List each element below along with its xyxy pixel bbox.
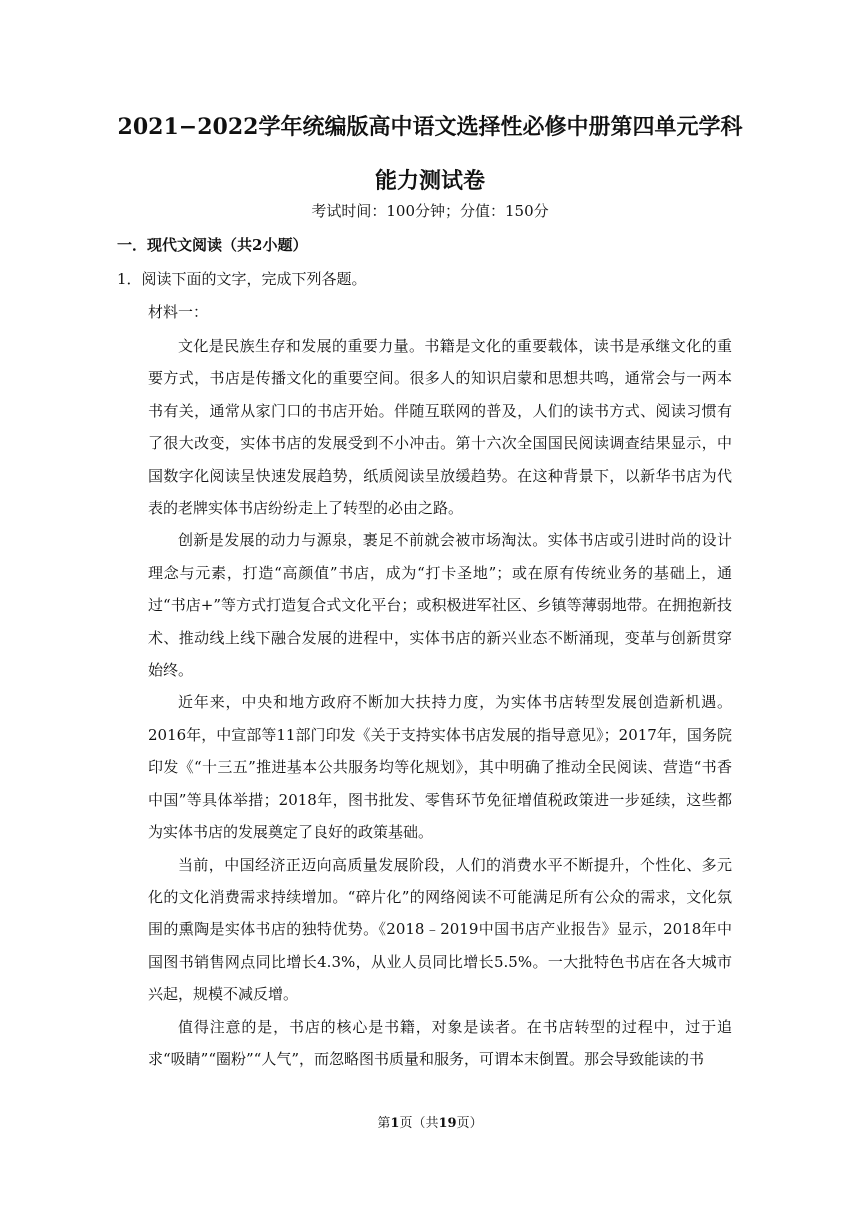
paragraph: 文化是民族生存和发展的重要力量。书籍是文化的重要载体，读书是承继文化的重要方式，书店是传播文化的重要空间。很多人的知识启蒙和思想共鸣，通常会与一两本书有关，通常从家门口的书店开始。伴随互联网的普及，人们的读书方式、阅读习惯有了很大改变，实体书店的发展受到不小冲击。第十六次全国国民阅读调查结果显示，中国数字化阅读呈快速发展趋势，纸质阅读呈放缓趋势。在这种背景下，以新华书店为代表的老牌实体书店纷纷走上了转型的必由之路。 <box>148 337 732 518</box>
paragraph: 创新是发展的动力与源泉，裹足不前就会被市场淘汰。实体书店或引进时尚的设计理念与元素，打造“高颜值”书店，成为“打卡圣地”；或在原有传统业务的基础上，通过“书店+”等方式打造复合式文化平台；或积极进军社区、乡镇等薄弱地带。在拥抱新技术、推动线上线下融合发展的进程中，实体书店的新兴业态不断涌现，变革与创新贯穿始终。 <box>148 531 732 680</box>
question-1: 1．阅读下面的文字，完成下列各题。 <box>117 270 367 288</box>
exam-info: 考试时间：100分钟；分值：150分 <box>311 202 549 220</box>
title-line-2: 能力测试卷 <box>374 168 485 194</box>
paragraph: 值得注意的是，书店的核心是书籍，对象是读者。在书店转型的过程中，过于追求“吸睛”“圈粉”“人气”，而忽略图书质量和服务，可谓本末倒置。那会导致能读的书 <box>148 1017 732 1068</box>
title-line-1: 2021−2022学年统编版高中语文选择性必修中册第四单元学科 <box>117 114 743 140</box>
paragraph: 近年来，中央和地方政府不断加大扶持力度，为实体书店转型发展创造新机遇。2016年，中宣部等11部门印发《关于支持实体书店发展的指导意见》；2017年，国务院印发《“十三五”推进基本公共服务均等化规划》，其中明确了推动全民阅读、营造“书香中国”等具体举措；2018年，图书批发、零售环节免征增值税政策进一步延续，这些都为实体书店的发展奠定了良好的政策基础。 <box>148 693 732 842</box>
footer-suffix: 页） <box>456 1116 483 1131</box>
page-total: 19 <box>438 1116 457 1131</box>
footer-middle: 页（共 <box>399 1116 439 1131</box>
paragraph: 当前，中国经济正迈向高质量发展阶段，人们的消费水平不断提升，个性化、多元化的文化消费需求持续增加。“碎片化”的网络阅读不可能满足所有公众的需求，文化氛围的熏陶是实体书店的独特优势。《2018﹣2019中国书店产业报告》显示，2018年中国图书销售网点同比增长4.3%，从业人员同比增长5.5%。一大批特色书店在各大城市兴起，规模不减反增。 <box>148 855 732 1004</box>
footer-prefix: 第 <box>377 1116 391 1131</box>
section-heading: 一．现代文阅读（共2小题） <box>117 236 308 254</box>
page-number: 1 <box>390 1116 400 1131</box>
material-label: 材料一： <box>148 303 209 321</box>
passage-body <box>148 330 732 1075</box>
document-title <box>100 100 760 208</box>
page-footer <box>100 1112 760 1131</box>
